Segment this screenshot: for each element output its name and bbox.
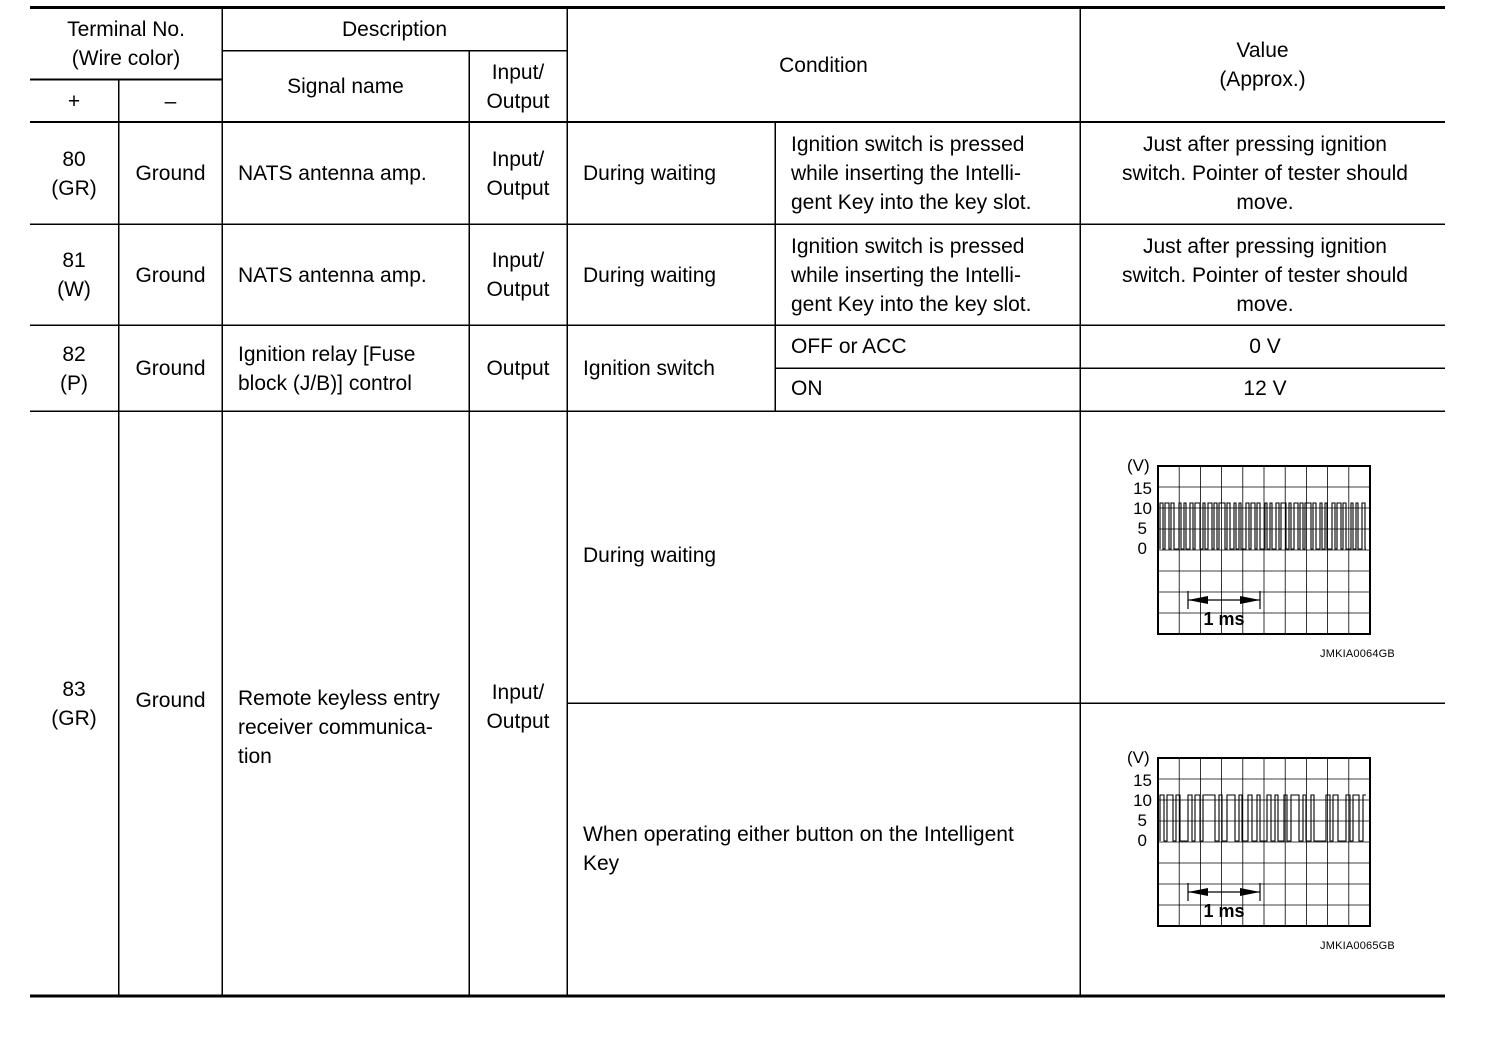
waveform-figure-operating: [1110, 742, 1420, 957]
table-cell: OFF or ACC: [791, 334, 907, 358]
table-cell: Ignition switch: [583, 357, 715, 380]
table-cell: During waiting: [583, 263, 717, 287]
table-cell: NATS antenna amp.: [238, 263, 427, 287]
scope-tick-label: 15: [1133, 771, 1152, 790]
table-cell: Input/ Output: [486, 249, 550, 301]
row-81-io: [469, 225, 567, 325]
row-82-signal: [238, 326, 469, 411]
scope-arrowhead: [1240, 596, 1260, 604]
row-81-value: [1080, 225, 1450, 325]
header-minus-text: –: [164, 89, 177, 113]
table-cell: Just after pressing ignition switch. Pointer of tester should move.: [1122, 234, 1408, 316]
scope-tick-label: 5: [1137, 811, 1147, 830]
table-cell: When operating either button on the Intelligent Key: [583, 822, 1014, 875]
header-value-text: Value (Approx.): [1219, 39, 1306, 91]
table-cell: Remote keyless entry receiver communica- tion: [238, 686, 440, 768]
row-81-terminal: [30, 225, 118, 325]
table-cell: 80 (GR): [51, 147, 97, 200]
row-82-detail-off: [791, 326, 1080, 366]
header-input-output: [469, 51, 567, 122]
table-cell: Output: [486, 357, 550, 380]
row-81-minus: [119, 225, 222, 325]
row-83-minus: [119, 412, 222, 988]
row-81-detail: [791, 225, 1080, 325]
scope-arrowhead: [1240, 888, 1260, 896]
row-82-value-off: [1080, 326, 1450, 366]
row-82-condition: [583, 326, 775, 411]
scope-arrowhead: [1188, 888, 1208, 896]
scope-tick-label: 5: [1137, 519, 1147, 538]
row-82-value-on: [1080, 369, 1450, 407]
header-description-text: Description: [341, 17, 448, 41]
header-signal-name: [222, 51, 469, 122]
row-82-detail-on: [791, 369, 1080, 407]
row-80-condition: [583, 123, 775, 224]
scope-tick-label: 10: [1133, 499, 1152, 518]
row-80-io: [469, 123, 567, 224]
row-82-terminal: [30, 326, 118, 411]
row-81-signal: [238, 225, 469, 325]
row-80-minus: [119, 123, 222, 224]
table-cell: 82 (P): [60, 342, 88, 395]
row-80-detail: [791, 123, 1080, 224]
table-cell: Ground: [135, 162, 206, 185]
header-minus: [119, 80, 222, 122]
scope-unit-label: (V): [1127, 748, 1150, 767]
waveform-figure-waiting: [1110, 450, 1420, 665]
scope-unit-label: (V): [1127, 456, 1150, 475]
row-80-signal: [238, 123, 469, 224]
row-83-condition-operating: [583, 704, 1080, 993]
row-83-terminal: [30, 412, 118, 996]
scope-tick-label: 0: [1137, 539, 1147, 558]
scope-waveform: [1160, 503, 1366, 549]
table-cell: Input/ Output: [486, 147, 550, 200]
scope-time-label: 1 ms: [1203, 901, 1245, 921]
scope-waveform: [1160, 795, 1366, 841]
header-plus: [30, 80, 118, 122]
table-cell: 12 V: [1243, 376, 1287, 400]
table-cell: ON: [791, 376, 823, 400]
table-cell: 0 V: [1249, 334, 1281, 358]
row-81-condition: [583, 225, 775, 325]
header-terminal-no-text: Terminal No. (Wire color): [67, 17, 185, 70]
figure-code: JMKIA0064GB: [1320, 648, 1395, 660]
scope-tick-label: 10: [1133, 791, 1152, 810]
scope-grid: [1158, 466, 1370, 634]
table-cell: Ignition switch is pressed while inserting the Intelli- gent Key into the key slot.: [791, 133, 1032, 214]
table-cell: 81 (W): [57, 249, 91, 301]
header-condition: [567, 8, 1080, 122]
scope-arrowhead: [1188, 596, 1208, 604]
figure-code: JMKIA0065GB: [1320, 940, 1395, 952]
table-cell: During waiting: [583, 543, 717, 567]
waveform-svg-waiting: [1110, 450, 1420, 665]
header-terminal-no: [30, 8, 222, 79]
row-82-io: [469, 326, 567, 411]
row-82-minus: [119, 326, 222, 411]
header-description: [222, 8, 567, 50]
scope-tick-label: 0: [1137, 831, 1147, 850]
table-cell: Ground: [135, 688, 206, 712]
table-cell: Input/ Output: [486, 681, 550, 733]
row-83-signal: [238, 412, 469, 1042]
table-cell: 83 (GR): [51, 678, 97, 730]
header-value: [1080, 8, 1445, 122]
row-80-value: [1080, 123, 1450, 224]
table-cell: Ground: [135, 357, 206, 380]
row-83-io: [469, 412, 567, 1002]
scope-grid: [1158, 758, 1370, 926]
scope-tick-label: 15: [1133, 479, 1152, 498]
row-80-terminal: [30, 123, 118, 224]
table-cell: NATS antenna amp.: [238, 162, 427, 185]
row-83-condition-waiting: [583, 412, 1080, 698]
header-plus-text: +: [67, 89, 81, 113]
table-cell: Ground: [135, 263, 206, 287]
waveform-svg-operating: [1110, 742, 1420, 957]
table-cell: Ignition relay [Fuse block (J/B)] control: [238, 342, 416, 395]
header-signal-name-text: Signal name: [287, 75, 404, 98]
header-condition-text: Condition: [779, 53, 868, 77]
table-cell: Just after pressing ignition switch. Pointer of tester should move.: [1122, 133, 1408, 214]
table-cell: Ignition switch is pressed while inserting the Intelli- gent Key into the key slot.: [791, 234, 1032, 316]
scope-time-label: 1 ms: [1203, 609, 1245, 629]
table-cell: During waiting: [583, 162, 717, 185]
header-input-output-text: Input/ Output: [486, 60, 550, 113]
